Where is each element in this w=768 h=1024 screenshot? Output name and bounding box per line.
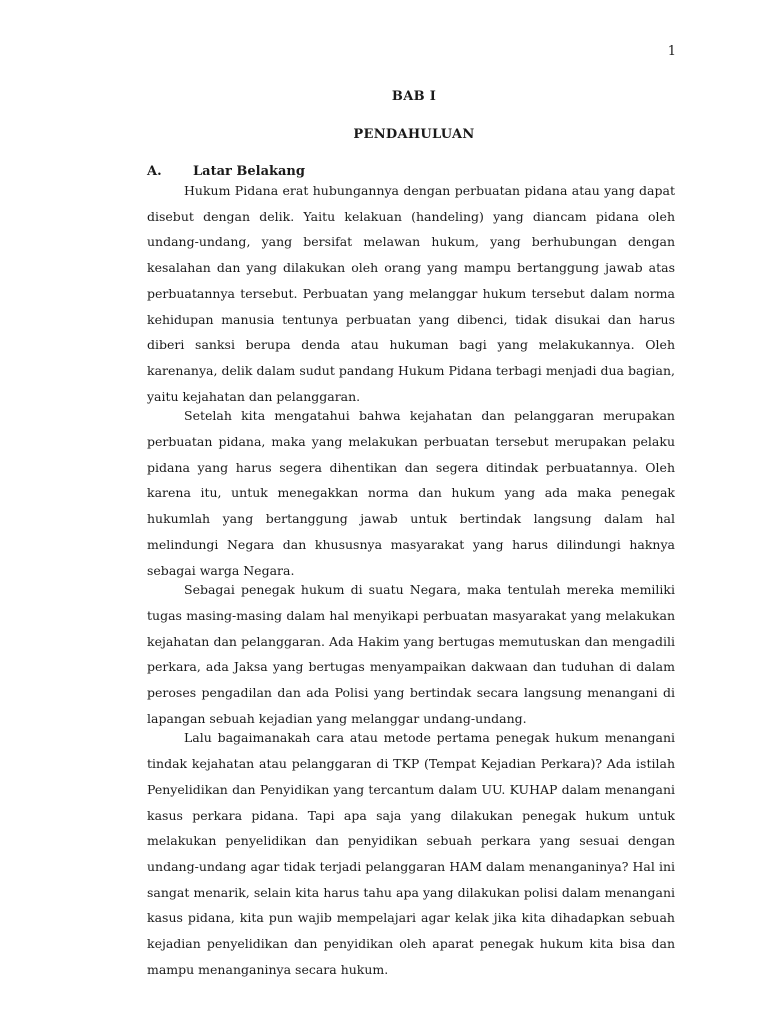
page-number: 1 [667,44,676,59]
section-title: Latar Belakang [193,164,305,179]
section-heading [147,164,305,179]
paragraph: Hukum Pidana erat hubungannya dengan perbuatan pidana atau yang dapat disebut dengan delik. Yaitu kelakuan (handeling) yang diancam pidana oleh undang-undang, yang bersifat melawan hukum, yang berhubungan dengan kesalahan dan yang dilakukan oleh orang yang mampu bertanggung jawab atas perbuatannya tersebut. Perbuatan yang melanggar hukum tersebut dalam norma kehidupan manusia tentunya perbuatan yang dibenci, tidak disukai dan harus diberi sanksi berupa denda atau hukuman bagi yang melakukannya. Oleh karenanya, delik dalam sudut pandang Hukum Pidana terbagi menjadi dua bagian, yaitu kejahatan dan pelanggaran. [147,183,675,404]
paragraph: Lalu bagaimanakah cara atau metode pertama penegak hukum menangani tindak kejahatan atau pelanggaran di TKP (Tempat Kejadian Perkara)? Ada istilah Penyelidikan dan Penyidikan yang tercantum dalam UU. KUHAP dalam menangani kasus perkara pidana. Tapi apa saja yang dilakukan penegak hukum untuk melakukan penyelidikan dan penyidikan sebuah perkara yang sesuai dengan undang-undang agar tidak terjadi pelanggaran HAM dalam menanganinya? Hal ini sangat menarik, selain kita harus tahu apa yang dilakukan polisi dalam menangani kasus pidana, kita pun wajib mempelajari agar kelak jika kita dihadapkan sebuah kejadian penyelidikan dan penyidikan oleh aparat penegak hukum kita bisa dan mampu menanganinya secara hukum. [147,730,675,977]
chapter-title: PENDAHULUAN [353,127,475,142]
body-text [147,178,675,983]
chapter-label: BAB I [391,89,437,104]
section-number: A. [147,164,162,179]
paragraph: Sebagai penegak hukum di suatu Negara, maka tentulah mereka memiliki tugas masing-masing dalam hal menyikapi perbuatan masyarakat yang melakukan kejahatan dan pelanggaran. Ada Hakim yang bertugas memutuskan dan mengadili perkara, ada Jaksa yang bertugas menyampaikan dakwaan dan tuduhan di dalam peroses pengadilan dan ada Polisi yang bertindak secara langsung menangani di lapangan sebuah kejadian yang melanggar undang-undang. [147,582,675,726]
paragraph: Setelah kita mengatahui bahwa kejahatan dan pelanggaran merupakan perbuatan pidana, maka yang melakukan perbuatan tersebut merupakan pelaku pidana yang harus segera dihentikan dan segera ditindak perbuatannya. Oleh karena itu, untuk menegakkan norma dan hukum yang ada maka penegak hukumlah yang bertanggung jawab untuk bertindak langsung dalam hal melindungi Negara dan khususnya masyarakat yang harus dilindungi haknya sebagai warga Negara. [147,408,675,578]
